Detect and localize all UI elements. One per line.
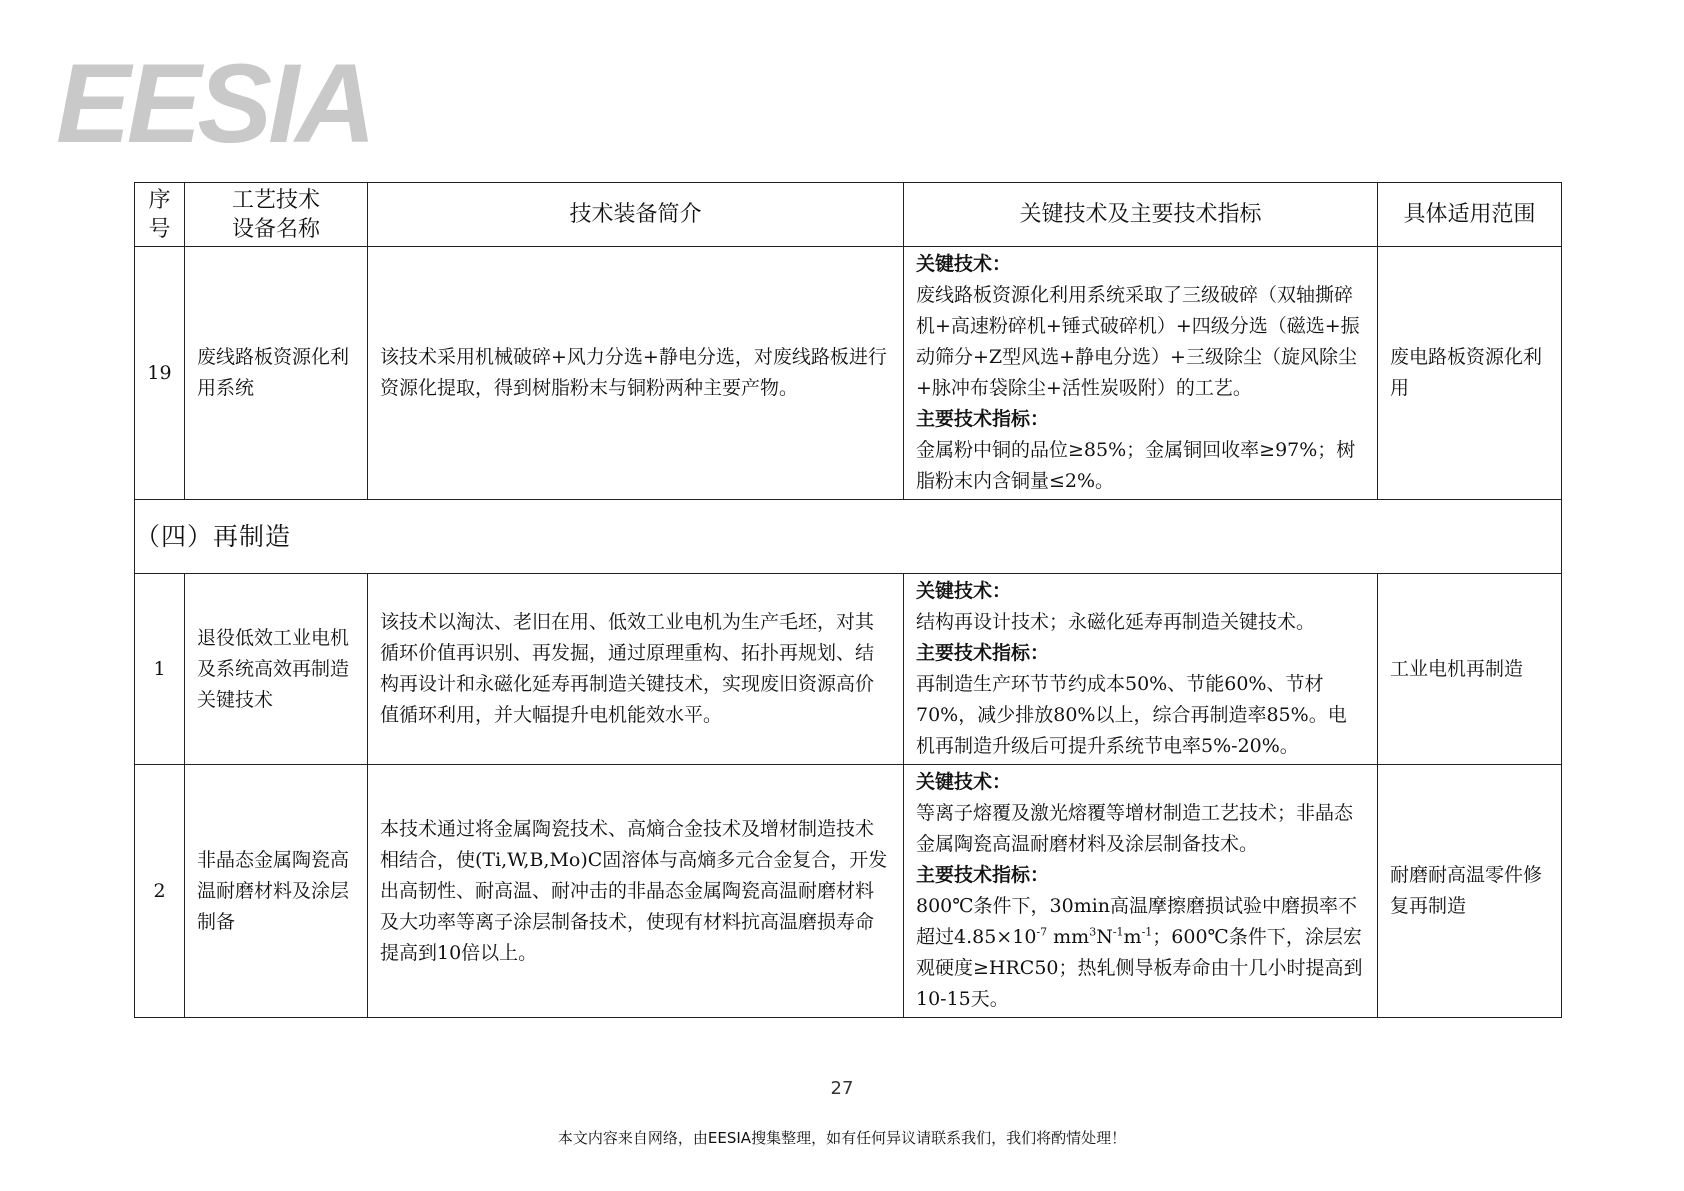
header-intro: 技术装备简介	[368, 183, 904, 247]
main-index-label: 主要技术指标：	[916, 408, 1050, 430]
key-tech-label: 关键技术：	[916, 771, 1012, 793]
page-number: 27	[830, 1078, 854, 1099]
header-key: 关键技术及主要技术指标	[904, 183, 1378, 247]
scope: 废电路板资源化利用	[1390, 346, 1543, 399]
key-tech-text: 废线路板资源化利用系统采取了三级破碎（双轴撕碎机+高速粉碎机+锤式破碎机）+四级分选（磁选+振动筛分+Z型风选+静电分选）+三级除尘（旋风除尘+脉冲布袋除尘+活性炭吸附）的工艺。	[916, 284, 1360, 399]
tech-name: 废线路板资源化利用系统	[197, 346, 350, 399]
tech-intro: 该技术以淘汰、老旧在用、低效工业电机为生产毛坯，对其循环价值再识别、再发掘，通过原理重构、拓扑再规划、结构再设计和永磁化延寿再制造关键技术，实现废旧资源高价值循环利用，并大幅提升电机能效水平。	[380, 611, 875, 726]
section-row	[135, 500, 1562, 574]
table-row	[135, 247, 1562, 500]
tech-name: 非晶态金属陶瓷高温耐磨材料及涂层制备	[197, 848, 350, 933]
main-index-text: 再制造生产环节节约成本50%、节能60%、节材70%，减少排放80%以上，综合再制造率85%。电机再制造升级后可提升系统节电率5%-20%。	[916, 673, 1347, 757]
main-index-label: 主要技术指标：	[916, 642, 1050, 664]
main-index-text: 800℃条件下，30min高温摩擦磨损试验中磨损率不超过$4.85\times 10^{-7}$ $mm^3N^{-1}m^{-1}$；600℃条件下，涂层宏观硬度≥HRC50；热轧侧导板寿命由十几小时提高到10-15天。	[916, 895, 1363, 1010]
section-title: （四）再制造	[135, 500, 1562, 574]
key-tech-text: 等离子熔覆及激光熔覆等增材制造工艺技术；非晶态金属陶瓷高温耐磨材料及涂层制备技术。	[916, 802, 1354, 855]
scope: 工业电机再制造	[1390, 657, 1524, 680]
table-row	[135, 574, 1562, 765]
key-tech-label: 关键技术：	[916, 580, 1012, 602]
header-seq: 序号	[135, 183, 185, 247]
table-row	[135, 765, 1562, 1018]
scope: 耐磨耐高温零件修复再制造	[1390, 864, 1543, 917]
technology-table	[134, 182, 1562, 1018]
row-number: 1	[135, 574, 185, 765]
row-number: 2	[135, 765, 185, 1018]
key-tech-text: 结构再设计技术；永磁化延寿再制造关键技术。	[916, 611, 1316, 633]
tech-intro: 该技术采用机械破碎+风力分选+静电分选，对废线路板进行资源化提取，得到树脂粉末与铜粉两种主要产物。	[380, 346, 887, 399]
row-number: 19	[135, 247, 185, 500]
header-name: 工艺技术 设备名称	[185, 183, 368, 247]
eesia-logo	[56, 50, 416, 160]
tech-intro: 本技术通过将金属陶瓷技术、高熵合金技术及增材制造技术相结合，使(Ti,W,B,Mo)C固溶体与高熵多元合金复合，开发出高韧性、耐高温、耐冲击的非晶态金属陶瓷高温耐磨材料及大功率等离子涂层制备技术，使现有材料抗高温磨损寿命提高到10倍以上。	[380, 817, 888, 964]
logo-text: EESIA	[56, 50, 373, 160]
main-index-label: 主要技术指标：	[916, 864, 1050, 886]
header-scope: 具体适用范围	[1378, 183, 1562, 247]
tech-name: 退役低效工业电机及系统高效再制造关键技术	[197, 626, 350, 711]
footer-note: 本文内容来自网络，由EESIA搜集整理，如有任何异议请联系我们，我们将酌情处理！	[557, 1129, 1127, 1147]
main-index-text: 金属粉中铜的品位≥85%；金属铜回收率≥97%；树脂粉末内含铜量≤2%。	[916, 439, 1356, 492]
header-row	[135, 183, 1562, 247]
key-tech-label: 关键技术：	[916, 253, 1012, 275]
